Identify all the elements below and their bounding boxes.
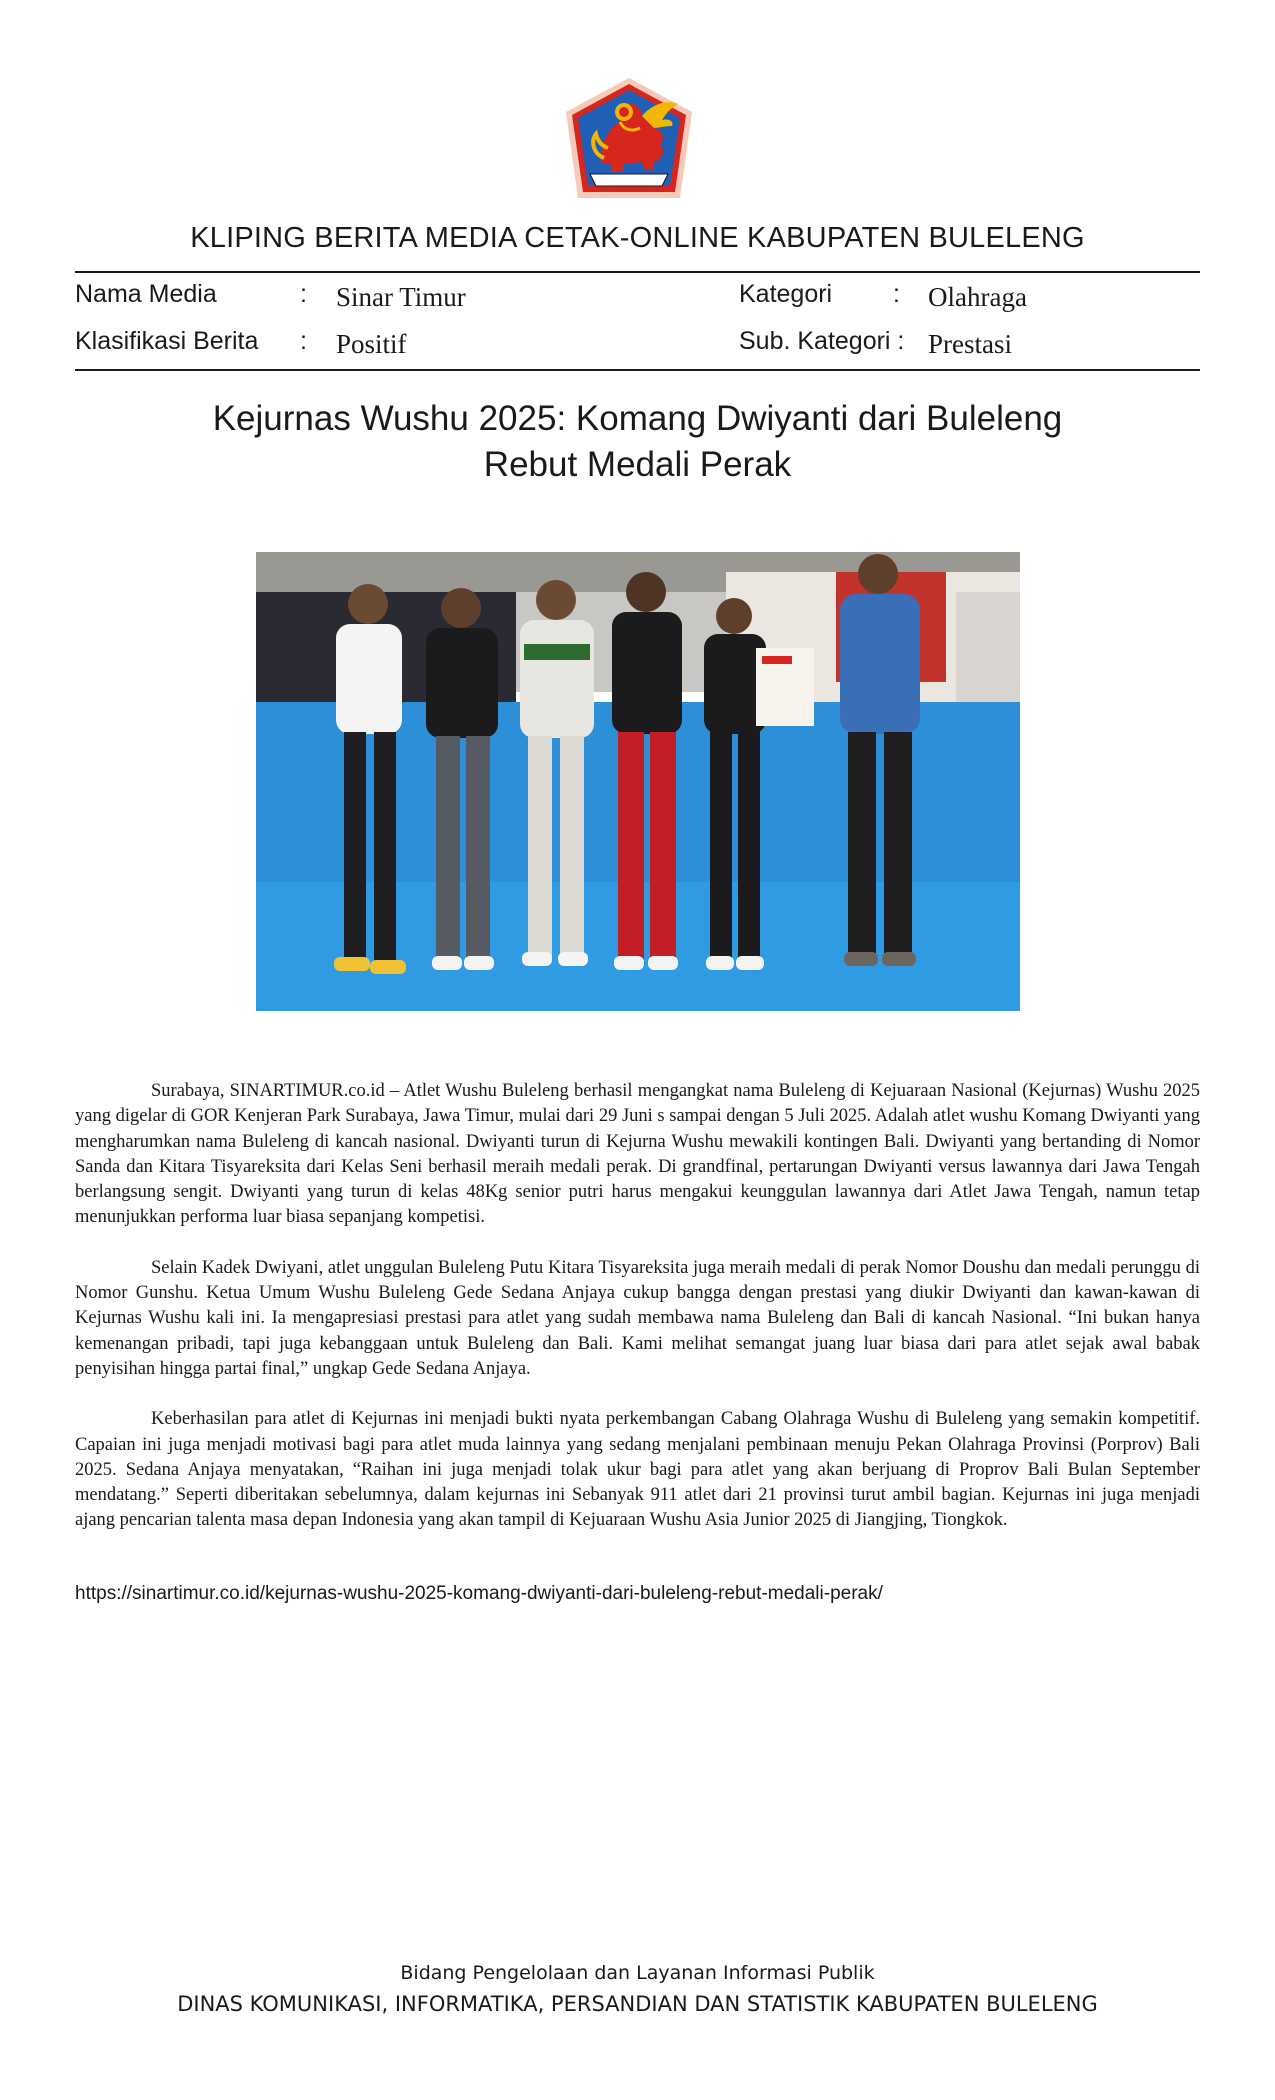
article-paragraph: Surabaya, SINARTIMUR.co.id – Atlet Wushu Buleleng berhasil mengangkat nama Buleleng di Kejuaraan Nasional (Kejurnas) Wushu 2025 yang digelar di GOR Kenjeran Park Surabaya, Jawa Timur, mulai dari 29 Juni s sampai dengan 5 Juli 2025. Adalah atlet wushu Komang Dwiyanti yang mengharumkan nama Buleleng di kancah nasional. Dwiyanti turun di Kejurna Wushu mewakili kontingen Bali. Dwiyanti yang bertanding di Nomor Sanda dan Kitara Tisyareksita dari Kelas Seni berhasil meraih medali perak. Di grandfinal, pertarungan Dwiyanti versus lawannya dari Jawa Tengah berlangsung sengit. Dwiyanti yang turun di kelas 48Kg senior putri harus mengakui keunggulan lawannya dari Atlet Jawa Tengah, namun tetap menunjukkan performa luar biasa sepanjang kompetisi. <box>75 1081 1200 1228</box>
footer-department: Bidang Pengelolaan dan Layanan Informasi Publik <box>400 1962 875 1984</box>
article-title <box>150 396 1125 488</box>
article-paragraph: Keberhasilan para atlet di Kejurnas ini menjadi bukti nyata perkembangan Cabang Olahraga Wushu di Buleleng yang semakin kompetitif. Capaian ini juga menjadi motivasi bagi para atlet muda lainnya yang sedang menjalani pembinaan menuju Pekan Olahraga Provinsi (Porprov) Bali 2025. Sedana Anjaya menyatakan, “Raihan ini juga menjadi tolak ukur bagi para atlet yang akan berjuang di Proprov Bali Bulan September mendatang.” Seperti diberitakan sebelumnya, dalam kejurnas ini Sebanyak 911 atlet dari 21 provinsi turut ambil bagian. Kejurnas ini juga menjadi ajang pencarian talenta masa depan Indonesia yang akan tampil di Kejuaraan Wushu Asia Junior 2025 di Jiangjing, Tiongkok. <box>75 1409 1200 1531</box>
sub-kategori-value: Prestasi <box>928 329 1012 359</box>
nama-media-value: Sinar Timur <box>336 282 466 312</box>
article-title-line-2: Rebut Medali Perak <box>483 445 792 484</box>
clipping-header-title: KLIPING BERITA MEDIA CETAK-ONLINE KABUPATEN BULELENG <box>190 222 1085 254</box>
team-photo-image <box>256 552 1020 1011</box>
article-paragraph: Selain Kadek Dwiyani, atlet unggulan Buleleng Putu Kitara Tisyareksita juga meraih medali di perak Nomor Doushu dan medali perunggu di Nomor Gunshu. Ketua Umum Wushu Buleleng Gede Sedana Anjaya cukup bangga dengan prestasi yang diukir Dwiyanti dan kawan-kawan di Kejurnas Wushu kali ini. Ia mengapresiasi prestasi para atlet yang sudah membawa nama Buleleng dan Bali di kancah Nasional. “Ini bukan hanya kemenangan pribadi, tapi juga kebanggaan untuk Buleleng dan Bali. Kami melihat semangat juang luar biasa dari para atlet sejak awal babak penyisihan hingga partai final,” ungkap Gede Sedana Anjaya. <box>75 1257 1200 1379</box>
source-url-link[interactable]: https://sinartimur.co.id/kejurnas-wushu-2025-komang-dwiyanti-dari-buleleng-rebut-medali-perak/ <box>75 1583 883 1604</box>
nama-media-colon: : <box>300 280 307 308</box>
klasifikasi-berita-value: Positif <box>336 329 407 359</box>
kategori-value: Olahraga <box>928 282 1027 312</box>
klasifikasi-berita-colon: : <box>300 327 307 355</box>
header-bottom-divider <box>75 369 1200 371</box>
header-top-divider <box>75 271 1200 273</box>
sub-kategori-label: Sub. Kategori : <box>739 327 905 355</box>
nama-media-label: Nama Media <box>75 280 217 308</box>
singa-ambara-raja-crest-icon <box>562 74 696 202</box>
klasifikasi-berita-label: Klasifikasi Berita <box>75 327 259 355</box>
kategori-colon: : <box>893 280 900 308</box>
article-body <box>75 1079 1200 1559</box>
footer-agency: DINAS KOMUNIKASI, INFORMATIKA, PERSANDIAN DAN STATISTIK KABUPATEN BULELENG <box>177 1992 1098 2016</box>
kategori-label: Kategori <box>739 280 833 308</box>
article-title-line-1: Kejurnas Wushu 2025: Komang Dwiyanti dari Buleleng <box>212 399 1063 438</box>
